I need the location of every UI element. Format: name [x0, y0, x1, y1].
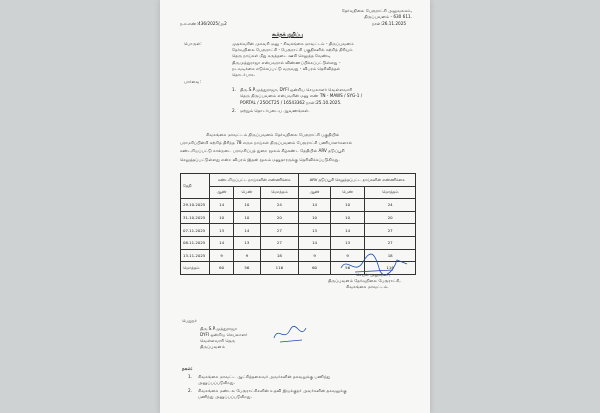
copy-line: பணிந்து அனுப்பப்படுகிறது. — [198, 394, 252, 400]
table-cell: 13 — [299, 224, 331, 237]
table-cell-date: 31.10.2025 — [181, 211, 210, 224]
copy-number: 1. — [188, 374, 192, 379]
table-subheader: பெண் — [330, 186, 364, 199]
signatory-office: திருப்புவனம் தேர்வுநிலை பேரூராட்சி, — [328, 278, 401, 283]
table-cell: 10 — [234, 199, 260, 212]
subject-line: தொடர்பாக. — [232, 72, 256, 77]
recipient-line: வெள்ளவாரி தெரு — [200, 338, 236, 343]
table-cell: 14 — [234, 224, 260, 237]
body-line: சிவகங்கை மாவட்டம் திருப்புவனம் தேர்வுநிலை பேரூராட்சி பகுதியில் — [206, 132, 340, 137]
document-date: நாள்:26.11.2025 — [372, 21, 407, 26]
table-cell: 10 — [210, 211, 234, 224]
table-cell: 20 — [260, 211, 299, 224]
table-cell: 14 — [210, 236, 234, 249]
table-row — [181, 199, 416, 212]
table-header-vaccinated: ARV தடுப்பூசி செலுத்தப்பட்ட நாய்களின் எண்ணிக்கை — [299, 174, 416, 187]
copy-line: அனுப்பப்படுகிறது. — [198, 380, 235, 386]
table-cell: 9 — [234, 249, 260, 262]
table-cell: 13 — [234, 236, 260, 249]
table-cell: 27 — [260, 236, 299, 249]
copy-number: 2. — [188, 387, 192, 393]
body-line: செலுத்தப்பட்டுள்ளது என்ற விபரம் இதன் மூலம் மனுதாரருக்கு தெரிவிக்கப்படுகிறது. — [180, 156, 340, 162]
document-page — [160, 0, 430, 413]
table-total-label: மொத்தம் — [181, 262, 210, 275]
references-label: பார்வை: — [184, 79, 201, 84]
table-cell: 14 — [330, 224, 364, 237]
table-cell: 24 — [365, 199, 416, 212]
reference-line: திரு.S.P.முத்துராஜா, DYFI ஒன்றிய செயலாளர் வெள்ளவாரி — [240, 87, 353, 92]
table-header-detected: கண்டறியப்பட்ட நாய்களின் எண்ணிக்கை — [210, 174, 299, 187]
recipient-line: திருப்புவனம் — [200, 344, 225, 349]
table-cell: 13 — [330, 236, 364, 249]
recipient-line: திரு.S.P.முத்துராஜா — [200, 326, 237, 331]
table-cell: 13 — [210, 224, 234, 237]
copy-line: சிவகங்கை மண்டல பேரூராட்சிகளின் உதவி இயக்குநர் அவர்களின் தகவலுக்கு — [198, 387, 347, 393]
subject-line: தேர்வுநிலை பேரூராட்சி - பேரூராட்சி பகுதிகளில் சுற்றித் திரியும் — [232, 47, 353, 53]
table-total-cell: 60 — [299, 262, 331, 275]
office-line-1: தேர்வுநிலை பேரூராட்சி அலுவலகம், — [341, 8, 412, 13]
table-cell: 14 — [210, 199, 234, 212]
table-cell: 27 — [260, 224, 299, 237]
document-title: கூர்தக் குறிப்பு — [272, 33, 303, 38]
table-cell: 10 — [299, 211, 331, 224]
subject-line: முதல்வரின் முகவரி மனு - சிவகங்கை மாவட்டம் - திருப்புவனம் — [232, 41, 354, 46]
table-row — [181, 224, 416, 237]
recipient-label: பெறுநர் — [182, 318, 197, 323]
table-cell: 14 — [299, 236, 331, 249]
initials-scribble-icon — [270, 322, 310, 346]
reference-line: மற்றும் தொடர்புடைய ஆவணங்கள். — [240, 107, 310, 113]
table-subheader: மொத்தம் — [260, 186, 299, 199]
table-subheader: ஆண் — [299, 186, 331, 199]
subject-label: பொருள்: — [184, 41, 202, 46]
recipient-line: DYFI ஒன்றிய செயலாளர் — [200, 332, 248, 337]
table-cell: 10 — [234, 211, 260, 224]
table-header-date: தேதி — [181, 174, 210, 199]
table-cell: 20 — [365, 211, 416, 224]
table-cell: 9 — [330, 249, 364, 262]
table-cell-date: 29.10.2025 — [181, 199, 210, 212]
table-total-cell: 60 — [210, 262, 234, 275]
reference-line: PORTAL / 25OCT25 / 16543362 நாள்:25.10.2025. — [240, 99, 342, 105]
table-subheader: பெண் — [234, 186, 260, 199]
table-cell-date: 13.11.2025 — [181, 249, 210, 262]
subject-line: திருமுத்துராஜா என்பவரால் விண்ணப்பிக்கப்பட்டுள்ளது - — [232, 59, 341, 65]
reference-number: 2. — [232, 107, 236, 113]
office-address — [342, 8, 412, 19]
copy-line: சிவகங்கை மாவட்ட ஆட்சித்தலைவர் அவர்களின் தகவலுக்கு பணிந்து — [198, 374, 331, 379]
table-cell: 27 — [365, 236, 416, 249]
signatory-district: சிவகங்கை மாவட்டம். — [346, 284, 389, 289]
subject-line: நடவடிக்கை எடுக்கப்பட்டு வருவது - விபரம் தெரிவித்தல் — [232, 65, 341, 71]
table-cell: 9 — [299, 249, 331, 262]
reference-number: 1. — [232, 87, 236, 92]
table-total-cell: 116 — [365, 262, 416, 275]
table-row — [181, 211, 416, 224]
table-cell: 24 — [260, 199, 299, 212]
copy-label: நகல்: — [182, 366, 193, 371]
table-cell: 14 — [299, 199, 331, 212]
table-cell: 9 — [210, 249, 234, 262]
table-total-cell: 56 — [330, 262, 364, 275]
reference-line: தெரு திருப்புவனம் என்பவரின் மனு எண் TN - MAWS / SYG-1 / — [240, 93, 363, 99]
reference-number: ந.க.எண்:436/2025/அ2 — [180, 21, 227, 26]
table-cell-date: 07.11.2025 — [181, 224, 210, 237]
table-cell: 18 — [365, 249, 416, 262]
table-cell-date: 08.11.2025 — [181, 236, 210, 249]
table-total-cell: 56 — [234, 262, 260, 275]
table-cell: 27 — [365, 224, 416, 237]
subject-line: தெரு நாய்கள் மீது கருத்தடை ஊசி செலுத்த வேண்டி — [232, 53, 331, 59]
signatory-title: செயல் அலுவலர், — [356, 272, 390, 277]
table-cell: 10 — [330, 199, 364, 212]
table-subheader: மொத்தம் — [365, 186, 416, 199]
table-total-cell: 116 — [260, 262, 299, 275]
table-cell: 10 — [330, 211, 364, 224]
body-line: கண்டறியப்பட்டு கால்நடை பராமரிப்புத் துறை மூலம் கீழ்கண்ட தேதியில் ARV தடுப்பூசி — [180, 148, 345, 154]
table-cell: 18 — [260, 249, 299, 262]
table-row — [181, 236, 416, 249]
table-subheader: ஆண் — [210, 186, 234, 199]
office-line-2: திருப்புவனம் - 630 611. — [364, 13, 412, 19]
body-line: பராமரிப்பின்றி சுற்றித் திரிந்த 78 எருக நாய்கள் திருப்புவனம் பேரூராட்சி பணியாளர்களால் — [180, 140, 353, 146]
